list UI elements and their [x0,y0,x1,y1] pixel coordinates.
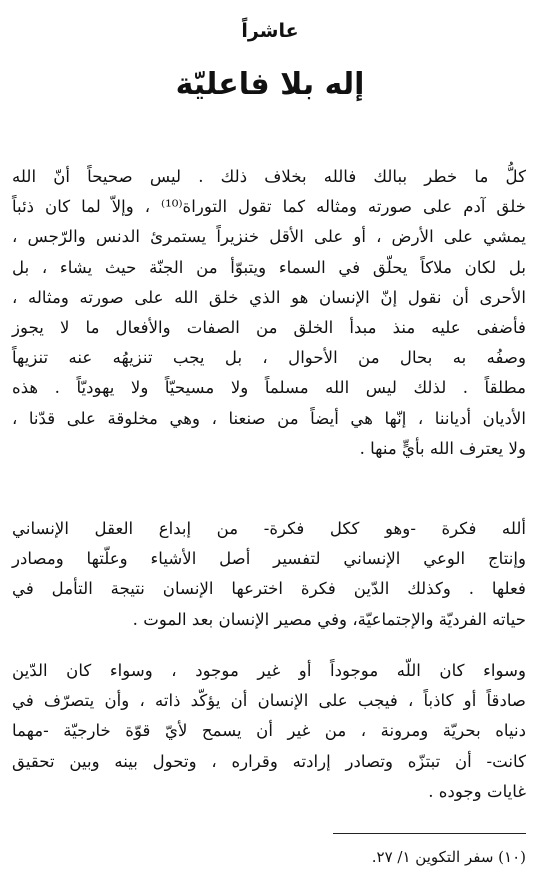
paragraph-line: وصفُه به بحال من الأحوال ، بل يجب تنزيهُه عنه تنزيهاً [12,348,526,368]
paragraph-line: وسواء كان اللّه موجوداً أو غير موجود ، وسواء كان الدّين [12,661,526,680]
paragraph-line: كانت- أن تبتزّه وتصادر إرادته وقراره ، وتحول بينه وبين تحقيق [12,751,526,771]
paragraph-line: خلق آدم على صورته ومثاله كما تقول التوراة⁽¹⁰⁾ ، وإلاّ لما كان ذئباً [12,197,527,217]
paragraph-1 [12,162,526,464]
paragraph-line: يمشي على الأرض ، أو على الأقل خنزيراً يستمرئ الدنس والرّجس ، [12,227,526,247]
paragraph-line: دنياه بحريّة ومرونة ، من غير أن يسمح لأيّ قوّة خارجيّة -مهما [12,721,526,741]
paragraph-line: وإنتاج الوعي الإنساني لتفسير أصل الأشياء وعلّتها ومصادر [12,549,526,569]
chapter-title: إله بلا فاعليّة [175,67,365,102]
paragraph-line: ألله فكرة -وهو ككل فكرة- من إبداع العقل الإنساني [12,519,526,538]
paragraph-line: صادقاً أو كاذباً ، فيجب على الإنسان أن يؤكّد ذاته ، وأن يتصرّف في [12,691,526,711]
chapter-number: عاشراً [241,20,299,42]
paragraph-line: غايات وجوده . [428,781,526,801]
paragraph-line: بل لكان ملاكاً يحلّق في السماء ويتبوّأ من الجنّة حيث يشاء ، بل [12,257,526,277]
footnote: (١٠) سفر التكوين ١/ ٢٧. [371,848,526,866]
paragraph-line: ولا يعترف الله بأيٍّ منها . [359,438,526,458]
paragraph-line: فعلها . وكذلك الدّين فكرة اخترعها الإنسان نتيجة التأمل في [12,579,526,599]
paragraph-3 [12,656,526,807]
paragraph-line: حياته الفرديّة والإجتماعيّة، وفي مصير الإنسان بعد الموت . [132,609,526,629]
paragraph-2 [12,514,526,635]
paragraph-line: مطلقاً . لذلك ليس الله مسلماً ولا مسيحيّاً ولا يهوديّاً . هذه [12,378,526,398]
paragraph-line: كلُّ ما خطر ببالك فالله بخلاف ذلك . ليس صحيحاً أنّ الله [12,167,526,186]
paragraph-line: فأضفى عليه منذ مبدأ الخلق من الصفات والأفعال ما لا يجوز [12,318,526,338]
paragraph-line: الأديان أدياننا ، إنّها هي أيضاً من صنعنا ، وهي مخلوقة على قدّنا ، [12,408,526,428]
footnote-divider [333,833,526,834]
paragraph-line: الأحرى أن نقول إنّ الإنسان هو الذي خلق الله على صورته ومثاله ، [12,287,526,307]
